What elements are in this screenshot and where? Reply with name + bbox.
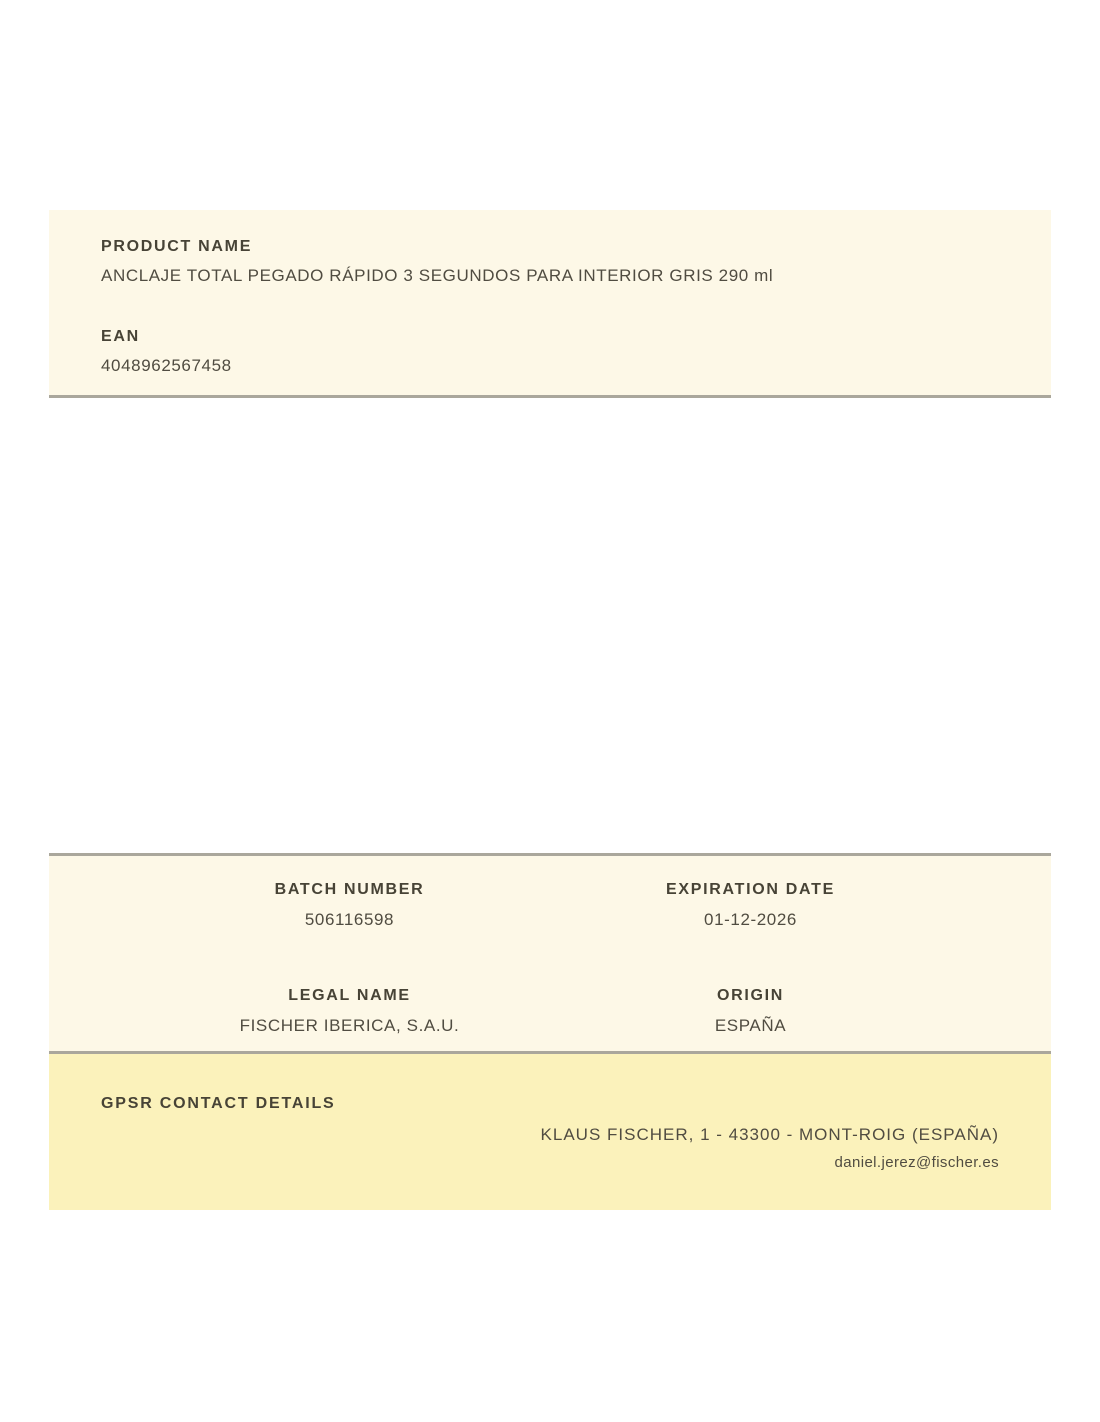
origin-value: ESPAÑA	[714, 1015, 787, 1035]
batch-info-section	[49, 853, 1051, 1054]
expiration-date-label: EXPIRATION DATE	[666, 881, 835, 898]
gpsr-heading: GPSR CONTACT DETAILS	[101, 1095, 336, 1112]
origin-field	[550, 986, 951, 1052]
expiration-date-value: 01-12-2026	[704, 910, 797, 929]
batch-number-label: BATCH NUMBER	[274, 881, 425, 898]
ean-label: EAN	[101, 328, 140, 345]
ean-value: 4048962567458	[101, 356, 232, 375]
legal-name-field	[149, 986, 550, 1052]
gpsr-section	[49, 1054, 1051, 1210]
gpsr-address: KLAUS FISCHER, 1 - 43300 - MONT-ROIG (ESPAÑA)	[540, 1125, 999, 1144]
origin-label: ORIGIN	[716, 986, 785, 1004]
product-name-value: ANCLAJE TOTAL PEGADO RÁPIDO 3 SEGUNDOS PARA INTERIOR GRIS 290 ml	[101, 266, 774, 285]
product-section	[49, 210, 1051, 398]
ean-field	[101, 327, 999, 376]
gpsr-email: daniel.jerez@fischer.es	[834, 1154, 999, 1171]
batch-number-value: 506116598	[304, 910, 395, 929]
product-name-label: PRODUCT NAME	[101, 238, 253, 255]
legal-name-label: LEGAL NAME	[288, 986, 411, 1004]
expiration-date-field	[550, 880, 951, 946]
batch-number-field	[149, 880, 550, 946]
legal-name-value: FISCHER IBERICA, S.A.U.	[239, 1015, 460, 1035]
product-name-field	[101, 237, 999, 286]
